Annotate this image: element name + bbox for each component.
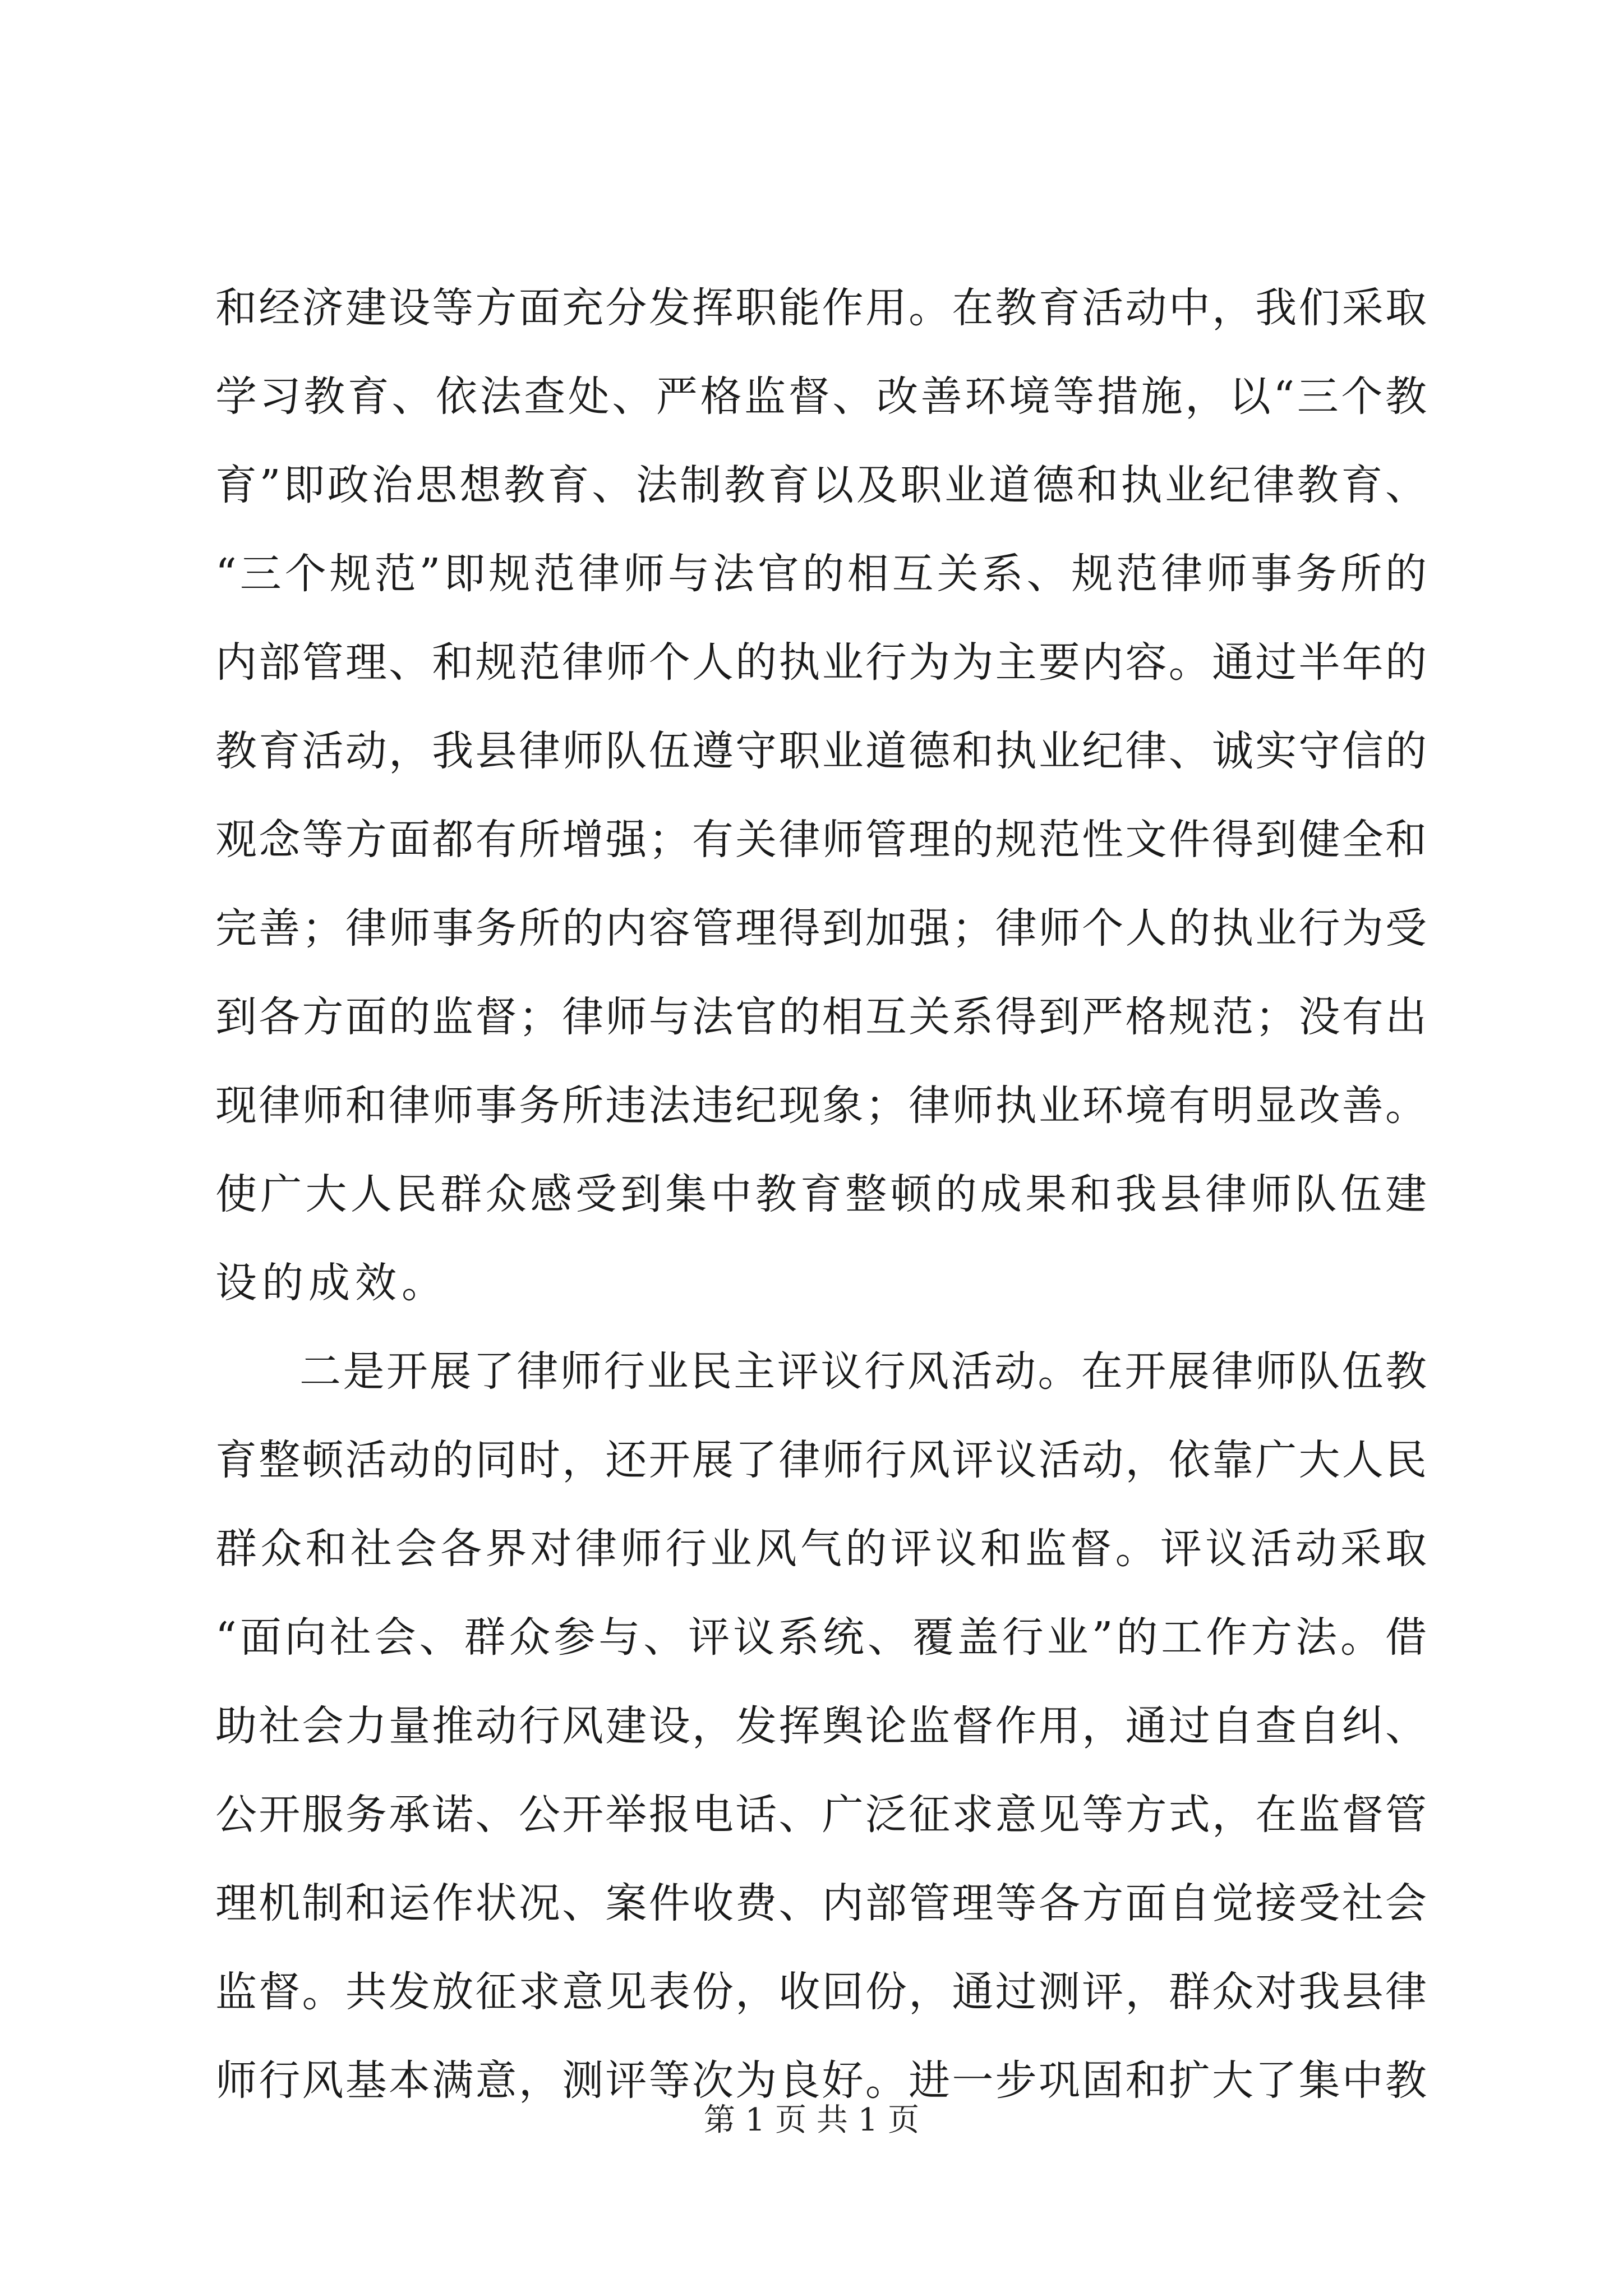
text-line: 使广大人民群众感受到集中教育整顿的成果和我县律师队伍建 [215, 1170, 1427, 1218]
text-line: 育整顿活动的同时，还开展了律师行风评议活动，依靠广大人民 [215, 1436, 1427, 1484]
text-line: 观念等方面都有所增强；有关律师管理的规范性文件得到健全和 [215, 816, 1427, 864]
text-line: 现律师和律师事务所违法违纪现象；律师执业环境有明显改善。 [215, 1082, 1427, 1130]
text-line: 群众和社会各界对律师行业风气的评议和监督。评议活动采取 [215, 1525, 1427, 1573]
document-body [215, 264, 1427, 2125]
text-line: 设的成效。 [215, 1259, 448, 1307]
text-line: “面向社会、群众参与、评议系统、覆盖行业”的工作方法。借 [215, 1613, 1427, 1662]
text-line: 公开服务承诺、公开举报电话、广泛征求意见等方式，在监督管 [215, 1791, 1427, 1839]
paragraph-first-line: 二是开展了律师行业民主评议行风活动。在开展律师队伍教 [299, 1347, 1427, 1396]
text-line: 完善；律师事务所的内容管理得到加强；律师个人的执业行为受 [215, 904, 1427, 953]
text-line: 理机制和运作状况、案件收费、内部管理等各方面自觉接受社会 [215, 1879, 1427, 1927]
text-line: 育”即政治思想教育、法制教育以及职业道德和执业纪律教育、 [215, 461, 1427, 509]
text-line: “三个规范”即规范律师与法官的相互关系、规范律师事务所的 [215, 550, 1427, 598]
text-line: 到各方面的监督；律师与法官的相互关系得到严格规范；没有出 [215, 993, 1427, 1041]
page-number-footer: 第 1 页 共 1 页 [703, 2102, 920, 2138]
text-line: 师行风基本满意，测评等次为良好。进一步巩固和扩大了集中教 [215, 2056, 1427, 2105]
text-line: 教育活动，我县律师队伍遵守职业道德和执业纪律、诚实守信的 [215, 727, 1427, 775]
text-line: 助社会力量推动行风建设，发挥舆论监督作用，通过自查自纠、 [215, 1702, 1427, 1750]
text-line: 监督。共发放征求意见表份，收回份，通过测评，群众对我县律 [215, 1968, 1427, 2016]
text-line: 内部管理、和规范律师个人的执业行为为主要内容。通过半年的 [215, 638, 1427, 687]
text-line: 学习教育、依法查处、严格监督、改善环境等措施，以“三个教 [215, 372, 1427, 421]
text-line: 和经济建设等方面充分发挥职能作用。在教育活动中，我们采取 [215, 284, 1427, 332]
